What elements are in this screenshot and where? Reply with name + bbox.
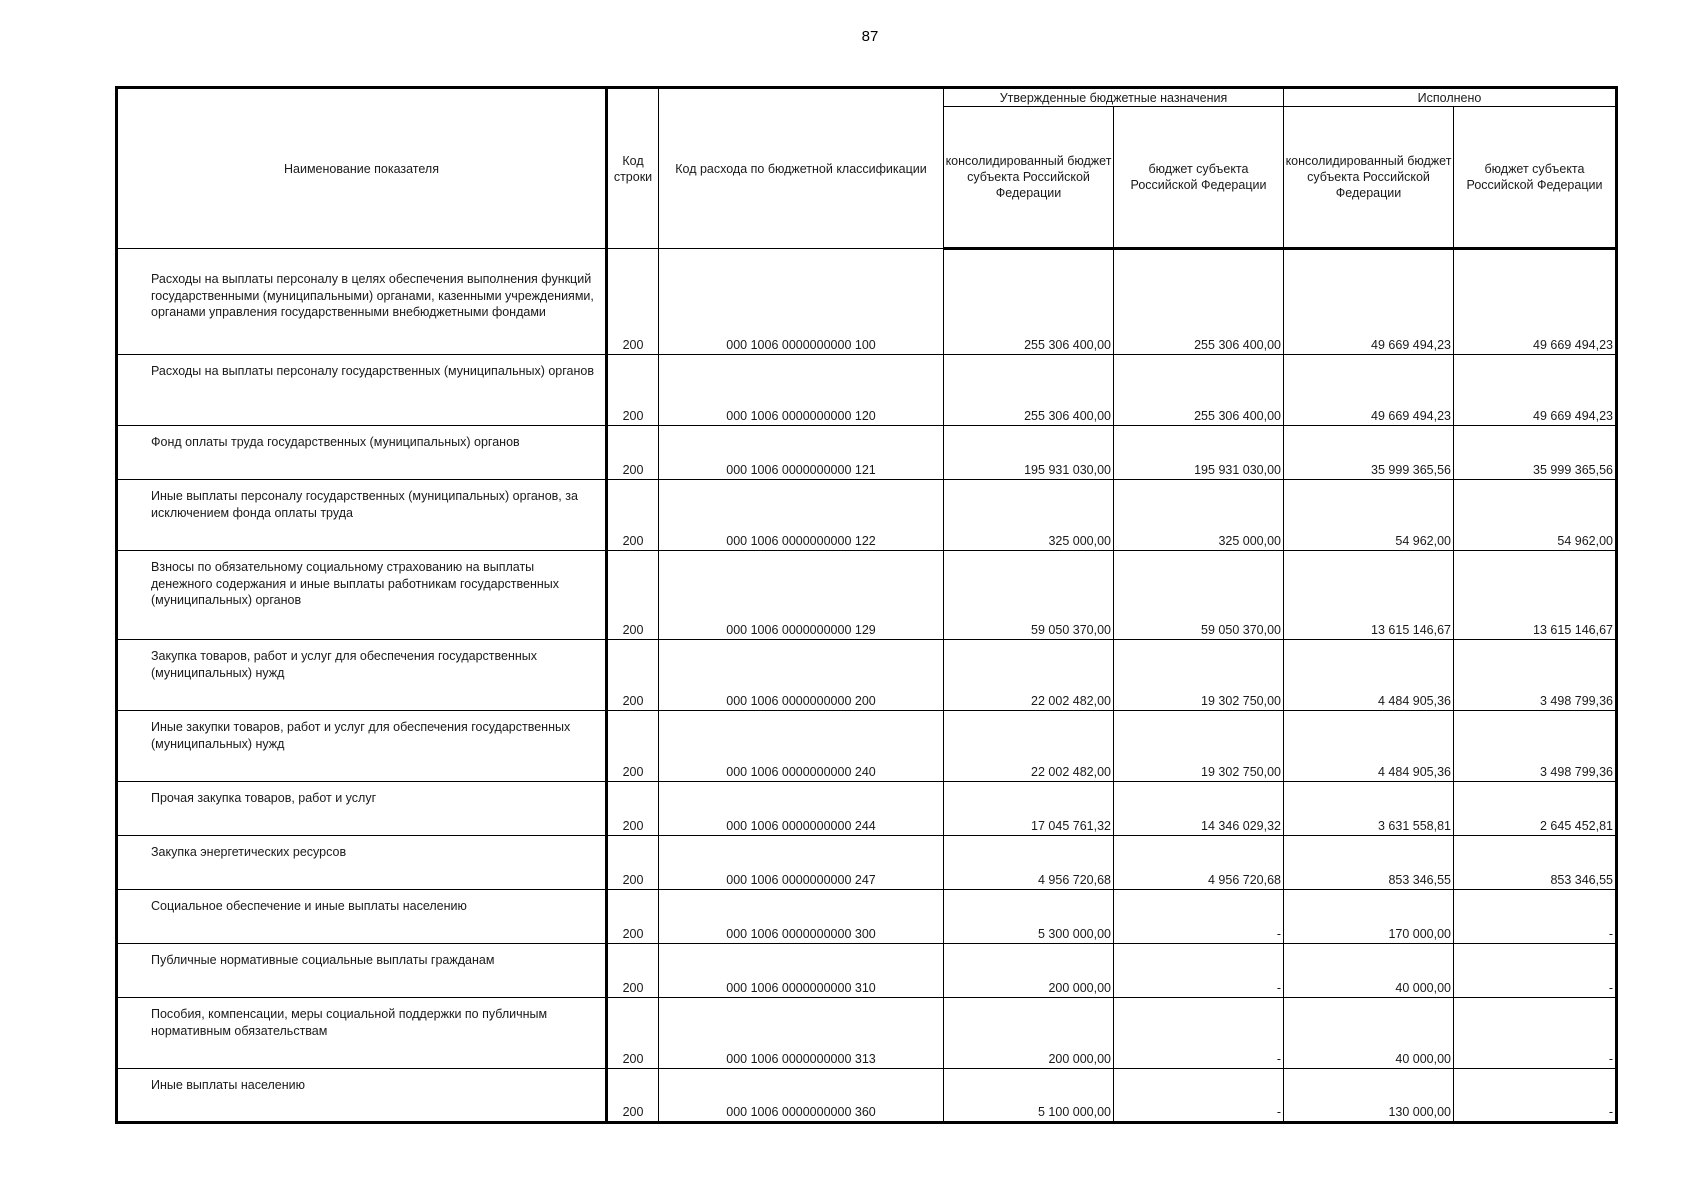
table-row: [117, 480, 1617, 551]
table-header: [117, 88, 1617, 249]
row-expense-code: 000 1006 0000000000 100: [659, 249, 944, 355]
row-executed-consolidated: 40 000,00: [1284, 944, 1454, 998]
table-body: [117, 249, 1617, 1123]
row-line-code: 200: [607, 836, 659, 890]
row-expense-code: 000 1006 0000000000 240: [659, 711, 944, 782]
row-expense-code: 000 1006 0000000000 360: [659, 1069, 944, 1123]
row-executed-consolidated: 49 669 494,23: [1284, 355, 1454, 426]
row-expense-code: 000 1006 0000000000 310: [659, 944, 944, 998]
row-approved-subject: 255 306 400,00: [1114, 249, 1284, 355]
header-executed-consolidated: консолидированный бюджет субъекта Российской Федерации: [1284, 107, 1454, 249]
row-name: Социальное обеспечение и иные выплаты населению: [117, 890, 607, 944]
row-approved-subject: 19 302 750,00: [1114, 640, 1284, 711]
row-executed-consolidated: 3 631 558,81: [1284, 782, 1454, 836]
row-approved-consolidated: 5 300 000,00: [944, 890, 1114, 944]
row-line-code: 200: [607, 1069, 659, 1123]
table-row: [117, 1069, 1617, 1123]
row-approved-subject: -: [1114, 890, 1284, 944]
row-line-code: 200: [607, 640, 659, 711]
row-name: Иные выплаты населению: [117, 1069, 607, 1123]
row-approved-subject: -: [1114, 944, 1284, 998]
row-name: Закупка энергетических ресурсов: [117, 836, 607, 890]
row-line-code: 200: [607, 480, 659, 551]
row-executed-subject: 54 962,00: [1454, 480, 1617, 551]
row-approved-consolidated: 200 000,00: [944, 998, 1114, 1069]
row-executed-subject: 2 645 452,81: [1454, 782, 1617, 836]
page-number: 87: [861, 28, 879, 45]
row-executed-consolidated: 13 615 146,67: [1284, 551, 1454, 640]
row-approved-consolidated: 4 956 720,68: [944, 836, 1114, 890]
row-name: Взносы по обязательному социальному страхованию на выплаты денежного содержания и иные выплаты работникам государственных (муниципальных) органов: [117, 551, 607, 640]
row-approved-consolidated: 5 100 000,00: [944, 1069, 1114, 1123]
row-expense-code: 000 1006 0000000000 121: [659, 426, 944, 480]
table-row: [117, 640, 1617, 711]
row-executed-consolidated: 130 000,00: [1284, 1069, 1454, 1123]
table-row: [117, 782, 1617, 836]
row-approved-consolidated: 195 931 030,00: [944, 426, 1114, 480]
header-name: Наименование показателя: [117, 88, 607, 249]
row-approved-subject: -: [1114, 998, 1284, 1069]
row-approved-subject: 195 931 030,00: [1114, 426, 1284, 480]
row-approved-consolidated: 255 306 400,00: [944, 355, 1114, 426]
row-approved-consolidated: 22 002 482,00: [944, 711, 1114, 782]
table-row: [117, 551, 1617, 640]
table-row: [117, 249, 1617, 355]
row-executed-subject: 49 669 494,23: [1454, 249, 1617, 355]
row-expense-code: 000 1006 0000000000 129: [659, 551, 944, 640]
row-executed-subject: 3 498 799,36: [1454, 711, 1617, 782]
row-expense-code: 000 1006 0000000000 247: [659, 836, 944, 890]
row-approved-consolidated: 200 000,00: [944, 944, 1114, 998]
header-approved-subject: бюджет субъекта Российской Федерации: [1114, 107, 1284, 249]
row-executed-consolidated: 40 000,00: [1284, 998, 1454, 1069]
row-line-code: 200: [607, 711, 659, 782]
row-approved-consolidated: 22 002 482,00: [944, 640, 1114, 711]
row-executed-subject: -: [1454, 890, 1617, 944]
row-expense-code: 000 1006 0000000000 200: [659, 640, 944, 711]
row-approved-subject: 14 346 029,32: [1114, 782, 1284, 836]
row-executed-consolidated: 853 346,55: [1284, 836, 1454, 890]
row-line-code: 200: [607, 551, 659, 640]
row-executed-consolidated: 4 484 905,36: [1284, 640, 1454, 711]
row-line-code: 200: [607, 355, 659, 426]
row-expense-code: 000 1006 0000000000 122: [659, 480, 944, 551]
row-name: Пособия, компенсации, меры социальной поддержки по публичным нормативным обязательствам: [117, 998, 607, 1069]
row-name: Расходы на выплаты персоналу в целях обеспечения выполнения функций государственными (муниципальными) органами, казенными учреждениями, органами управления государственными внебюджетными фондами: [117, 249, 607, 355]
header-line-code: Код строки: [607, 88, 659, 249]
row-approved-consolidated: 325 000,00: [944, 480, 1114, 551]
row-approved-consolidated: 255 306 400,00: [944, 249, 1114, 355]
row-line-code: 200: [607, 426, 659, 480]
header-expense-code: Код расхода по бюджетной классификации: [659, 88, 944, 249]
table-row: [117, 355, 1617, 426]
row-name: Публичные нормативные социальные выплаты гражданам: [117, 944, 607, 998]
row-name: Закупка товаров, работ и услуг для обеспечения государственных (муниципальных) нужд: [117, 640, 607, 711]
row-approved-subject: 59 050 370,00: [1114, 551, 1284, 640]
row-approved-subject: 4 956 720,68: [1114, 836, 1284, 890]
row-expense-code: 000 1006 0000000000 300: [659, 890, 944, 944]
row-approved-subject: -: [1114, 1069, 1284, 1123]
row-executed-consolidated: 54 962,00: [1284, 480, 1454, 551]
row-line-code: 200: [607, 782, 659, 836]
row-executed-subject: 49 669 494,23: [1454, 355, 1617, 426]
row-line-code: 200: [607, 998, 659, 1069]
row-line-code: 200: [607, 890, 659, 944]
row-executed-subject: 35 999 365,56: [1454, 426, 1617, 480]
row-expense-code: 000 1006 0000000000 313: [659, 998, 944, 1069]
row-executed-subject: -: [1454, 998, 1617, 1069]
header-executed-subject: бюджет субъекта Российской Федерации: [1454, 107, 1617, 249]
row-line-code: 200: [607, 944, 659, 998]
budget-expenses-table: [115, 86, 1618, 1124]
row-name: Фонд оплаты труда государственных (муниципальных) органов: [117, 426, 607, 480]
row-executed-subject: -: [1454, 944, 1617, 998]
header-approved-group: Утвержденные бюджетные назначения: [944, 88, 1284, 107]
row-executed-consolidated: 49 669 494,23: [1284, 249, 1454, 355]
header-executed-group: Исполнено: [1284, 88, 1617, 107]
row-executed-subject: 3 498 799,36: [1454, 640, 1617, 711]
table-row: [117, 426, 1617, 480]
table-row: [117, 711, 1617, 782]
row-approved-subject: 325 000,00: [1114, 480, 1284, 551]
header-approved-consolidated: консолидированный бюджет субъекта Российской Федерации: [944, 107, 1114, 249]
row-line-code: 200: [607, 249, 659, 355]
table-row: [117, 836, 1617, 890]
row-executed-subject: 853 346,55: [1454, 836, 1617, 890]
row-approved-consolidated: 17 045 761,32: [944, 782, 1114, 836]
row-name: Расходы на выплаты персоналу государственных (муниципальных) органов: [117, 355, 607, 426]
row-expense-code: 000 1006 0000000000 244: [659, 782, 944, 836]
table-row: [117, 944, 1617, 998]
row-executed-consolidated: 170 000,00: [1284, 890, 1454, 944]
row-executed-subject: -: [1454, 1069, 1617, 1123]
table-row: [117, 890, 1617, 944]
row-approved-consolidated: 59 050 370,00: [944, 551, 1114, 640]
row-name: Иные выплаты персоналу государственных (муниципальных) органов, за исключением фонда оплаты труда: [117, 480, 607, 551]
row-executed-subject: 13 615 146,67: [1454, 551, 1617, 640]
row-executed-consolidated: 35 999 365,56: [1284, 426, 1454, 480]
row-expense-code: 000 1006 0000000000 120: [659, 355, 944, 426]
row-approved-subject: 19 302 750,00: [1114, 711, 1284, 782]
table-row: [117, 998, 1617, 1069]
row-approved-subject: 255 306 400,00: [1114, 355, 1284, 426]
row-name: Иные закупки товаров, работ и услуг для обеспечения государственных (муниципальных) нужд: [117, 711, 607, 782]
row-executed-consolidated: 4 484 905,36: [1284, 711, 1454, 782]
row-name: Прочая закупка товаров, работ и услуг: [117, 782, 607, 836]
